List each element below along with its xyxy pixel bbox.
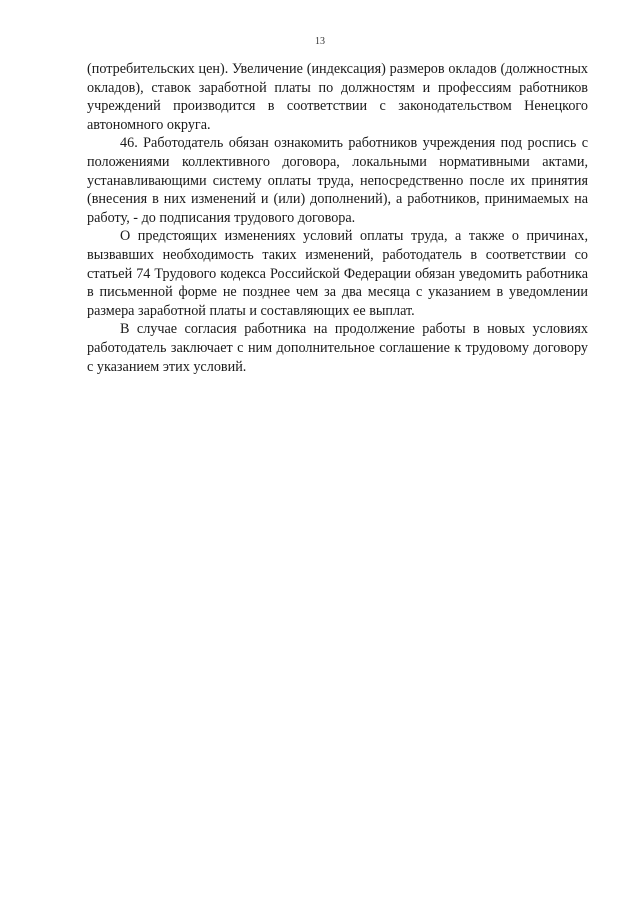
document-body	[87, 60, 588, 376]
page-number: 13	[315, 36, 325, 47]
paragraph-continuation: (потребительских цен). Увеличение (индексация) размеров окладов (должностных окладов), ставок заработной платы по должностям и профессиям работников учреждений производится в соответствии с законодательством Ненецкого автономного округа.	[87, 61, 588, 133]
paragraph-agreement: В случае согласия работника на продолжение работы в новых условиях работодатель заключает с ним дополнительное соглашение к трудовому договору с указанием этих условий.	[87, 321, 588, 375]
paragraph-notification: О предстоящих изменениях условий оплаты труда, а также о причинах, вызвавших необходимость таких изменений, работодатель в соответствии со статьей 74 Трудового кодекса Российской Федерации обязан уведомить работника в письменной форме не позднее чем за два месяца с указанием в уведомлении размера заработной платы и составляющих ее выплат.	[87, 228, 588, 319]
paragraph-46: 46. Работодатель обязан ознакомить работников учреждения под роспись с положениями коллективного договора, локальными нормативными актами, устанавливающими систему оплаты труда, непосредственно после их принятия (внесения в них изменений и (или) дополнений), а работников, принимаемых на работу, - до подписания трудового договора.	[87, 135, 588, 226]
